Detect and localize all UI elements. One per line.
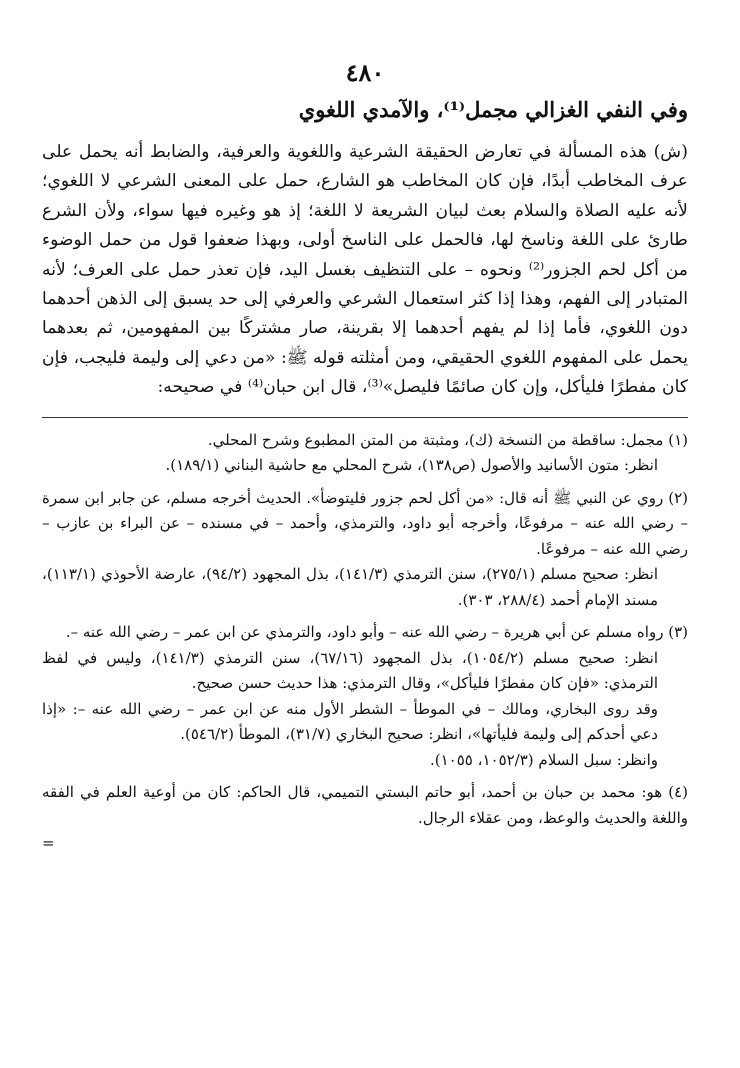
footnote-4 bbox=[42, 780, 688, 857]
footnote-line: انظر: صحيح مسلم (١٠٥٤/٢)، بذل المجهود (٦٧/١٦)، سنن الترمذي (١٤١/٣)، وليس في لفظ الترمذي: «فإن كان مفطرًا فليأكل»، وقال الترمذي: هذا حديث حسن صحيح. bbox=[42, 648, 658, 693]
footnote-line: وانظر: سبل السلام (١٠٥٢/٣، ١٠٥٥). bbox=[429, 750, 658, 769]
page-number: ٤٨٠ bbox=[345, 58, 385, 87]
footnote-line: (٣) رواه مسلم عن أبي هريرة – رضي الله عنه – وأبو داود، والترمذي عن ابن عمر – رضي الله عنه –. bbox=[65, 623, 688, 642]
section-heading: وفي النفي الغزالي مجمل⁽¹⁾، والآمدي اللغوي bbox=[298, 97, 688, 122]
footnote-line: (٢) روي عن النبي ﷺ أنه قال: «من أكل لحم جزور فليتوضأ». الحديث أخرجه مسلم، عن جابر ابن سمرة – رضي الله عنه – مرفوعًا، وأخرجه أبو داود، والترمذي، وأحمد – في مسنده – عن البراء بن عازب – رضي الله عنه – مرفوعًا. bbox=[42, 488, 688, 558]
footnote-2 bbox=[42, 486, 688, 614]
body-text bbox=[42, 138, 688, 403]
footnote-line: (٤) هو: محمد بن حبان بن أحمد، أبو حاتم البستي التميمي، قال الحاكم: كان من أوعية العلم في الفقه واللغة والحديث والوعظ، ومن عقلاء الرجال. bbox=[42, 783, 688, 827]
footnote-divider bbox=[42, 417, 688, 418]
footnote-line: وقد روى البخاري، ومالك – في الموطأ – الشطر الأول منه عن ابن عمر – رضي الله عنه –: «إذا دعي أحدكم إلى وليمة فليأتها»، انظر: صحيح البخاري (٣١/٧)، الموطأ (٥٤٦/٢). bbox=[42, 699, 658, 744]
footnote-1 bbox=[42, 428, 688, 479]
footnote-line: (١) مجمل: ساقطة من النسخة (ك)، ومثبتة من المتن المطبوع وشرح المحلي. bbox=[207, 430, 688, 449]
body-paragraph: (ش) هذه المسألة في تعارض الحقيقة الشرعية واللغوية والعرفية، والضابط أنه يحمل على عرف المخاطب أبدًا، فإن كان المخاطب هو الشارع، حمل على المعنى الشرعي لا اللغوي؛ لأنه عليه الصلاة والسلام بعث لبيان الشريعة لا اللغة؛ إذ هو وغيره فيها سواء، ولأن الشرع طارئ على اللغة وناسخ لها، فالحمل على الناسخ أولى، وبهذا ضعفوا قول من حمل الوضوء من أكل لحم الجزور⁽²⁾ ونحوه – على التنظيف بغسل اليد، فإن تعذر حمل على العرف؛ لأنه المتبادر إلى الفهم، وهذا إذا كثر استعمال الشرعي والعرفي إلى حد يسبق إلى الذهن أحدهما دون اللغوي، فأما إذا لم يفهم أحدهما إلا بقرينة، صار مشتركًا بين المفهومين، ثم بعدهما يحمل على المفهوم اللغوي الحقيقي، ومن أمثلته قوله ﷺ: «من دعي إلى وليمة فليجب، فإن كان مفطرًا فليأكل، وإن كان صائمًا فليصل»⁽³⁾، قال ابن حبان⁽⁴⁾ في صحيحه: bbox=[42, 142, 688, 398]
footnote-line: انظر: صحيح مسلم (٢٧٥/١)، سنن الترمذي (١٤١/٣)، بذل المجهود (٩٤/٢)، عارضة الأحوذي (١١٣/١)، مسند الإمام أحمد (٢٨٨/٤، ٣٠٣). bbox=[42, 565, 658, 609]
footnotes bbox=[42, 428, 688, 857]
footnote-3 bbox=[42, 620, 688, 773]
footnote-line: انظر: متون الأسانيد والأصول (ص١٣٨)، شرح المحلي مع حاشية البناني (١٨٩/١). bbox=[165, 456, 658, 475]
continuation-mark: = bbox=[42, 834, 55, 853]
